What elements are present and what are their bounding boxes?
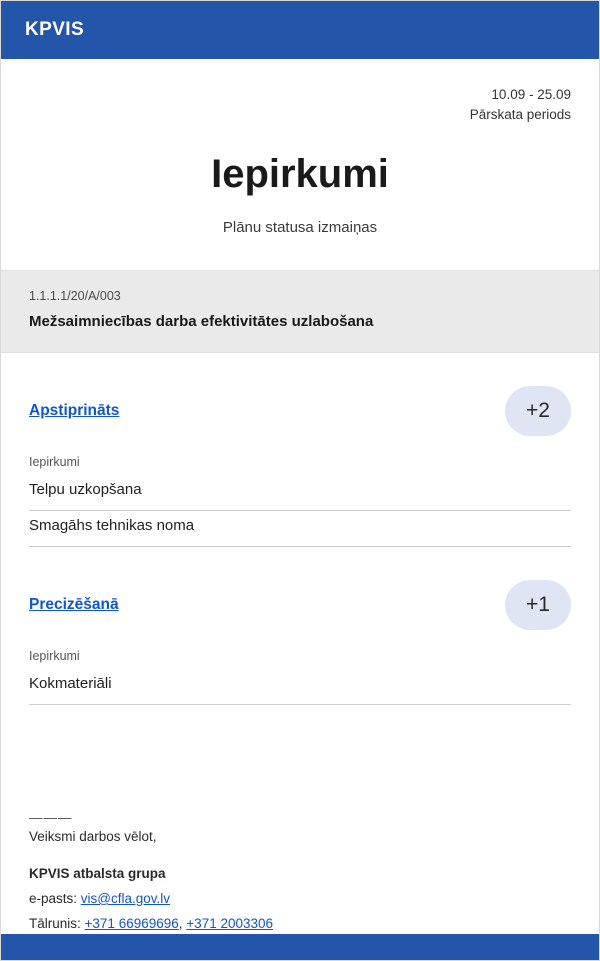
email-link[interactable]: vis@cfla.gov.lv [80, 891, 171, 906]
signature-team: KPVIS atbalsta grupa [29, 866, 166, 881]
signature-email-line [29, 888, 571, 909]
project-name: Mežsaimniecības darba efektivitātes uzlabošana [29, 313, 374, 330]
page-subtitle: Plānu statusa izmaiņas [222, 219, 378, 236]
list-item: Kokmateriāli [29, 669, 571, 705]
signature-divider: ——— [29, 810, 73, 825]
phone-separator: , [178, 916, 183, 931]
phone-link-2[interactable]: +371 2003306 [186, 916, 274, 931]
status-count-badge: +1 [505, 580, 571, 630]
status-section-approved [29, 353, 571, 547]
period-dates: 10.09 - 25.09 [491, 87, 571, 102]
phone-link-1[interactable]: +371 66969696 [84, 916, 179, 931]
project-code: 1.1.1.1/20/A/003 [29, 289, 121, 303]
title-block [1, 125, 599, 270]
page-title: Iepirkumi [211, 152, 389, 196]
status-link-approved[interactable]: Apstiprināts [29, 402, 120, 419]
email-header-bar [1, 1, 599, 59]
status-row [29, 383, 571, 439]
list-label: Iepirkumi [29, 649, 80, 663]
status-section-clarification [29, 547, 571, 705]
list-item: Smagāhs tehnikas noma [29, 511, 571, 547]
email-footer-bar [1, 934, 599, 960]
email-label: e-pasts: [29, 891, 78, 906]
project-band [1, 270, 599, 353]
signature-greeting: Veiksmi darbos vēlot, [29, 829, 157, 844]
status-link-clarification[interactable]: Precizēšanā [29, 596, 119, 613]
list-label: Iepirkumi [29, 455, 80, 469]
status-count-badge: +2 [505, 386, 571, 436]
signature-block [1, 778, 599, 934]
status-sections [1, 353, 599, 778]
list-item: Telpu uzkopšana [29, 475, 571, 511]
signature-phone-line [29, 913, 571, 934]
brand-logo: KPVIS [25, 19, 85, 40]
status-row [29, 577, 571, 633]
report-period [1, 59, 599, 125]
phone-label: Tālrunis: [29, 916, 81, 931]
period-label: Pārskata periods [469, 107, 571, 122]
